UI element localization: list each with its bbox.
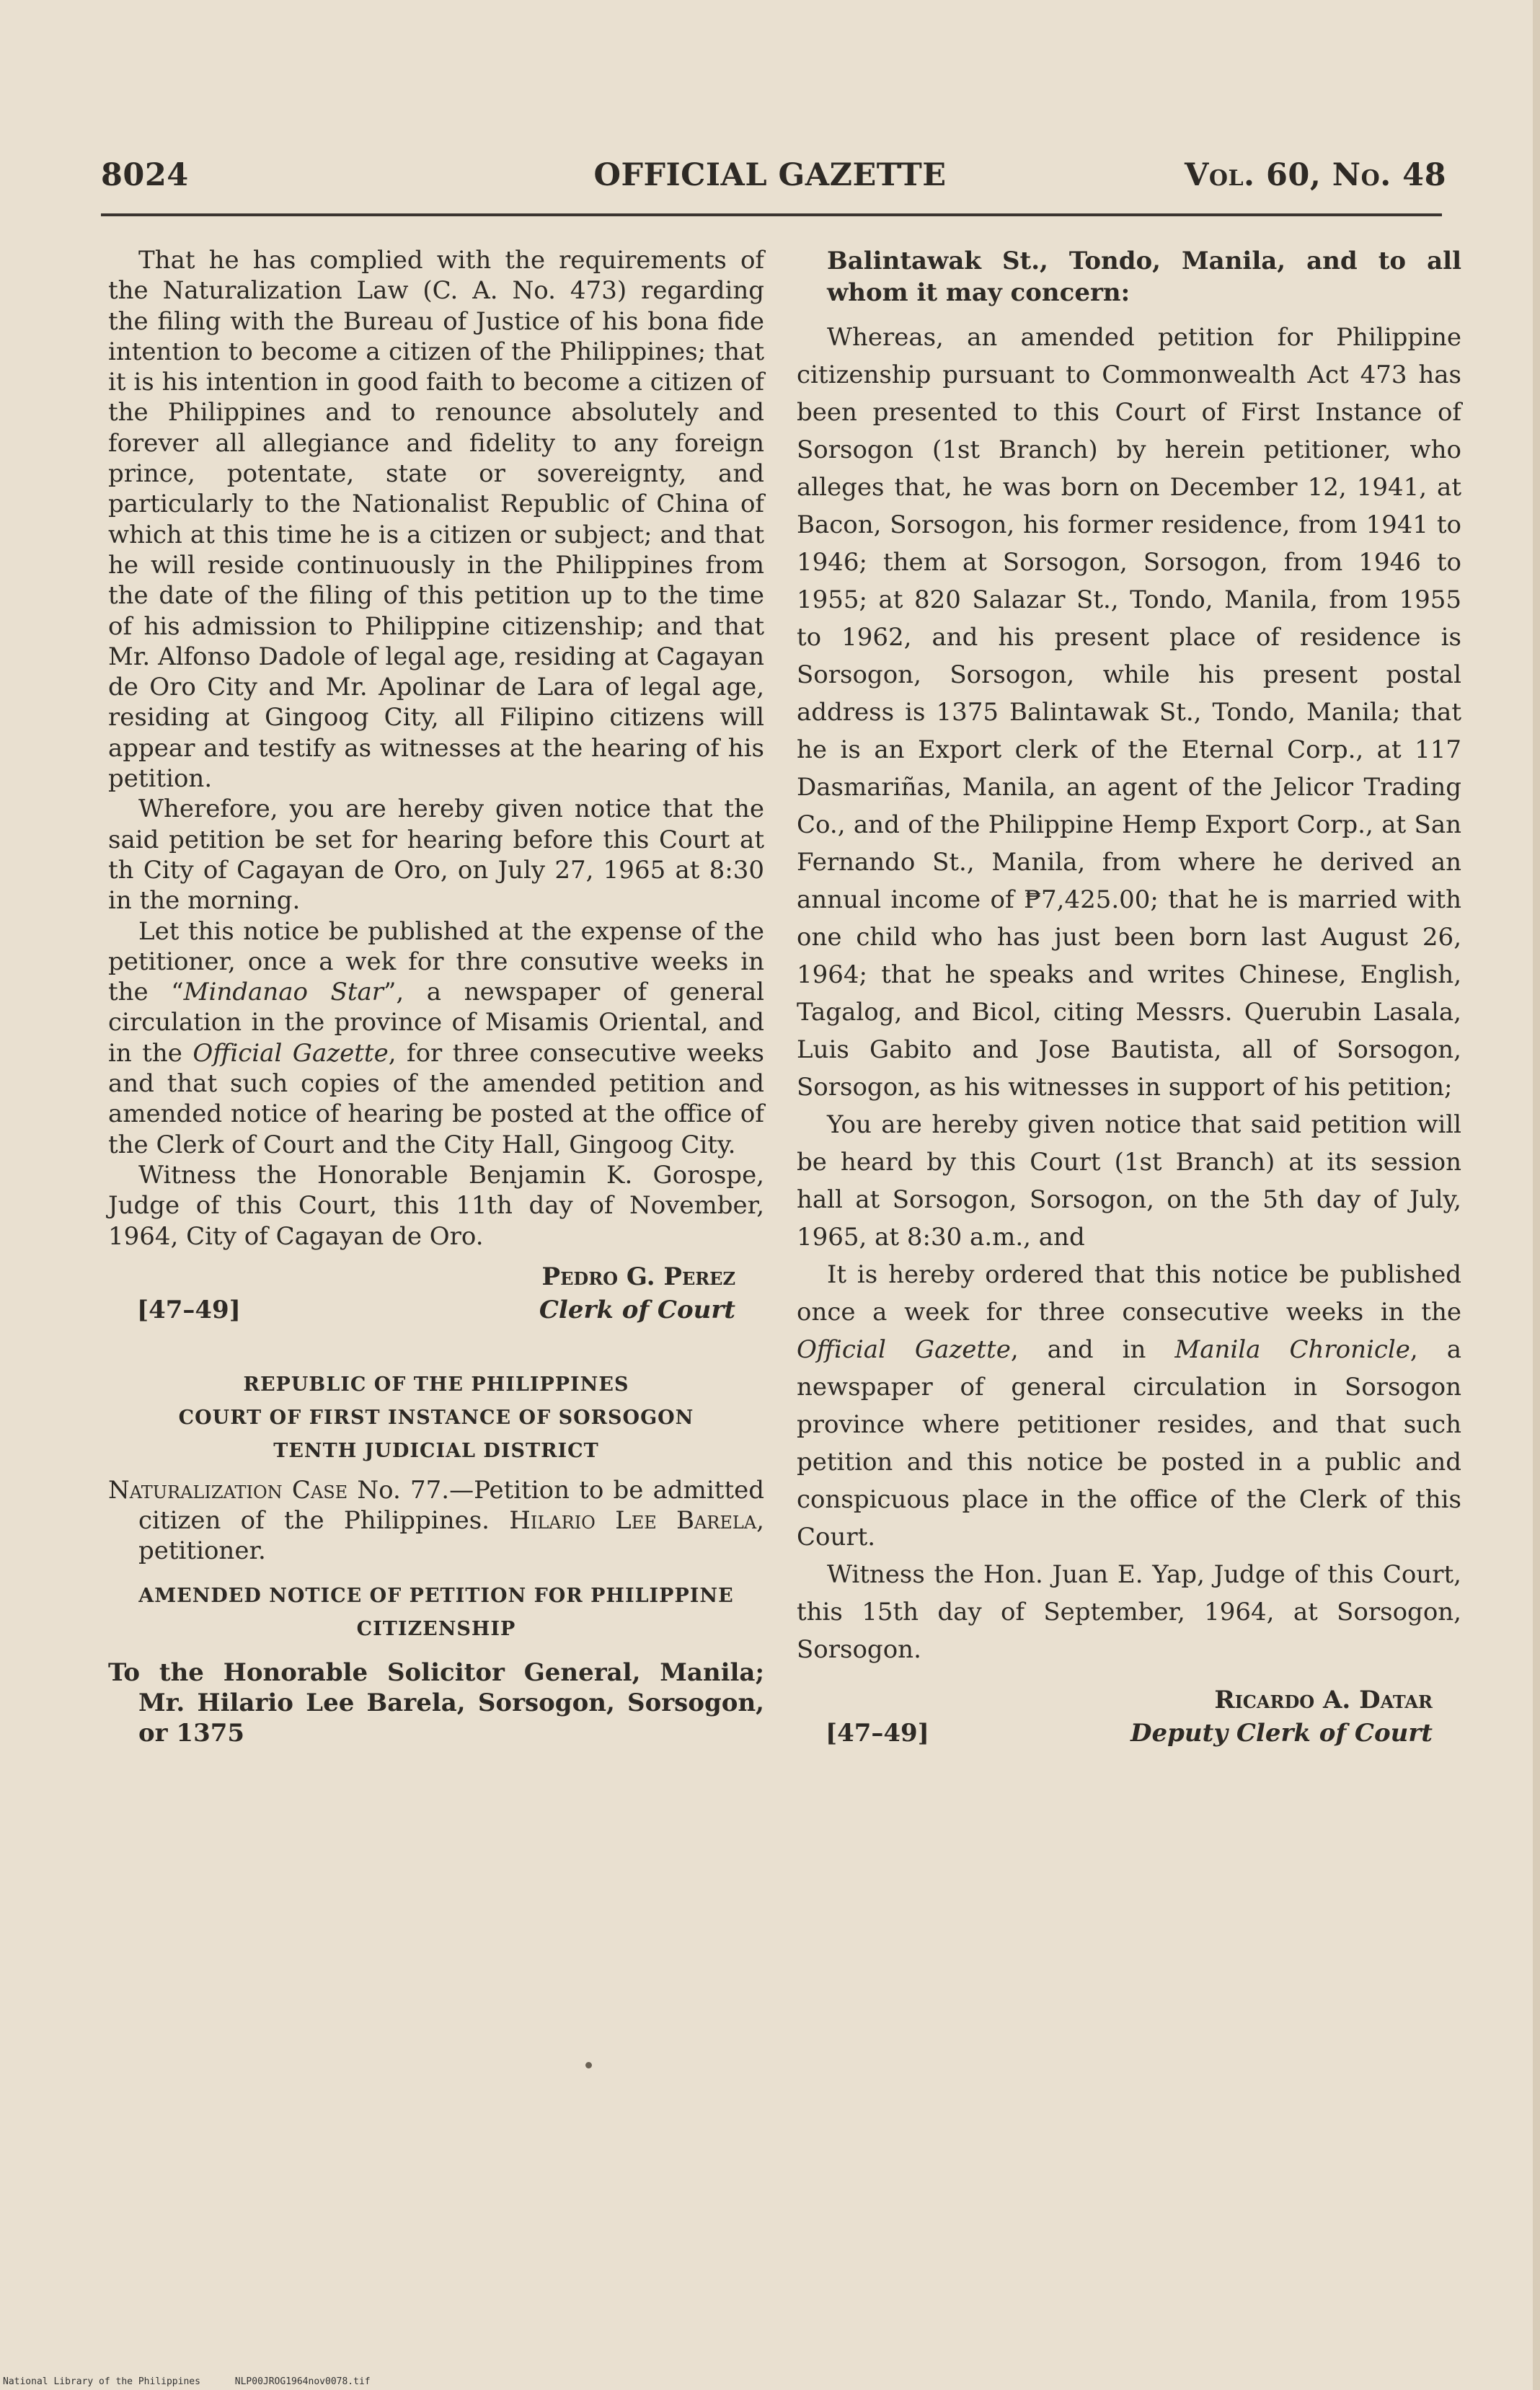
right-column	[797, 245, 1461, 1748]
newspaper-name: Mindanao Star	[183, 978, 384, 1007]
signatory-name: Pedro G. Perez	[541, 1262, 735, 1291]
addressee: To the Honorable Solicitor General, Manila; Mr. Hilario Lee Barela, Sorsogon, Sorsogon, or 1375	[108, 1657, 764, 1748]
publication-code: [47–49]	[137, 1295, 241, 1324]
page-edge	[1533, 0, 1540, 2390]
gazette-name: Official Gazette	[797, 1335, 1011, 1364]
paragraph: That he has complied with the requirements of the Naturalization Law (C. A. No. 473) regarding the filing with the Bureau of Justice of his bona fide intention to become a citizen of the Philippines; that it is his intention in good faith to become a citizen of the Philippines and to renounce absolutely and forever all allegiance and fidelity to any foreign prince, potentate, state or sovereignty, and particularly to the Nationalist Republic of China of which at this time he is a citizen or subject; and that he will reside continuously in the Philippines from the date of the filing of this petition up to the time of his admission to Philippine citizenship; and that Mr. Alfonso Dadole of legal age, residing at Cagayan de Oro City and Mr. Apolinar de Lara of legal age, residing at Gingoog City, all Filipino citizens will appear and testify as witnesses at the hearing of his petition.	[108, 246, 764, 794]
signature-block	[108, 1262, 764, 1328]
notice-title: AMENDED NOTICE OF PETITION FOR PHILIPPINE CITIZENSHIP	[138, 1584, 734, 1640]
ink-dot	[585, 2062, 592, 2068]
paragraph: Whereas, an amended petition for Philippine citizenship pursuant to Commonwealth Act 473 has been presented to this Court of First Instance of Sorsogon (1st Branch) by herein petitioner, who alleges that, he was born on December 12, 1941, at Bacon, Sorsogon, his former residence, from 1941 to 1946; them at Sorsogon, Sorsogon, from 1946 to 1955; at 820 Salazar St., Tondo, Manila, from 1955 to 1962, and his present place of residence is Sorsogon, Sorsogon, while his present postal address is 1375 Balintawak St., Tondo, Manila; that he is an Export clerk of the Eternal Corp., at 117 Dasmariñas, Manila, an agent of the Jelicor Trading Co., and of the Philippine Hemp Export Corp., at San Fernando St., Manila, from where he derived an annual income of ₱7,425.00; that he is married with one child who has just been born last August 26, 1964; that he speaks and writes Chinese, English, Tagalog, and Bicol, citing Messrs. Querubin Lasala, Luis Gabito and Jose Bautista, all of Sorsogon, Sorsogon, as his witnesses in support of his petition;	[797, 323, 1461, 1102]
header-rule	[101, 213, 1442, 216]
volume-number: Vol. 60, No. 48	[1184, 157, 1446, 193]
signatory-title: Clerk of Court	[539, 1295, 735, 1324]
witness-paragraph: Witness the Hon. Juan E. Yap, Judge of this Court, this 15th day of September, 1964, at Sorsogon, Sorsogon.	[797, 1560, 1461, 1664]
case-title: Naturalization Case No. 77.—Petition to be admitted citizen of the Philippines. Hilario Lee Barela, petitioner.	[108, 1475, 764, 1566]
publication-title: OFFICIAL GAZETTE	[593, 157, 947, 193]
left-column	[108, 245, 764, 1749]
newspaper-name: Manila Chronicle	[1174, 1335, 1410, 1364]
publication-order: It is hereby ordered that this notice be published once a week for three consecutive weeks in the Official Gazette, and in Manila Chronicle, a newspaper of general circulation in Sorsogon province where petitioner resides, and that such petition and this notice be posted in a public and conspicuous place in the office of the Clerk of this Court.	[797, 1260, 1461, 1552]
footer-file: NLP00JROG1964nov0078.tif	[234, 2376, 371, 2387]
page-number: 8024	[101, 157, 189, 193]
paragraph: You are hereby given notice that said petition will be heard by this Court (1st Branch) at its session hall at Sorsogon, Sorsogon, on the 5th day of July, 1965, at 8:30 a.m., and	[797, 1110, 1461, 1252]
gazette-name: Official Gazette	[192, 1038, 389, 1068]
addressee-continued: Balintawak St., Tondo, Manila, and to all whom it may concern:	[827, 247, 1461, 307]
footer-source: National Library of the Philippines	[3, 2376, 200, 2387]
paragraph: Wherefore, you are hereby given notice that the said petition be set for hearing before this Court at th City of Cagayan de Oro, on July 27, 1965 at 8:30 in the morning.	[108, 795, 764, 916]
signatory-title: Deputy Clerk of Court	[1130, 1719, 1433, 1748]
witness-paragraph: Witness the Honorable Benjamin K. Gorospe, Judge of this Court, this 11th day of November, 1964, City of Cagayan de Oro.	[108, 1160, 764, 1251]
scan-footer	[3, 2376, 399, 2387]
signatory-name: Ricardo A. Datar	[1214, 1686, 1433, 1714]
publication-order: Let this notice be published at the expense of the petitioner, once a wek for thre consutive weeks in the “Mindanao Star”, a newspaper of general circulation in the province of Misamis Oriental, and in the Official Gazette, for three consecutive weeks and that such copies of the amended petition and amended notice of hearing be posted at the office of the Clerk of Court and the City Hall, Gingoog City.	[108, 916, 764, 1159]
publication-code: [47–49]	[826, 1719, 929, 1748]
signature-block	[797, 1681, 1461, 1748]
court-header: REPUBLIC OF THE PHILIPPINES COURT OF FIRST INSTANCE OF SORSOGON TENTH JUDICIAL DISTRICT	[178, 1373, 694, 1462]
